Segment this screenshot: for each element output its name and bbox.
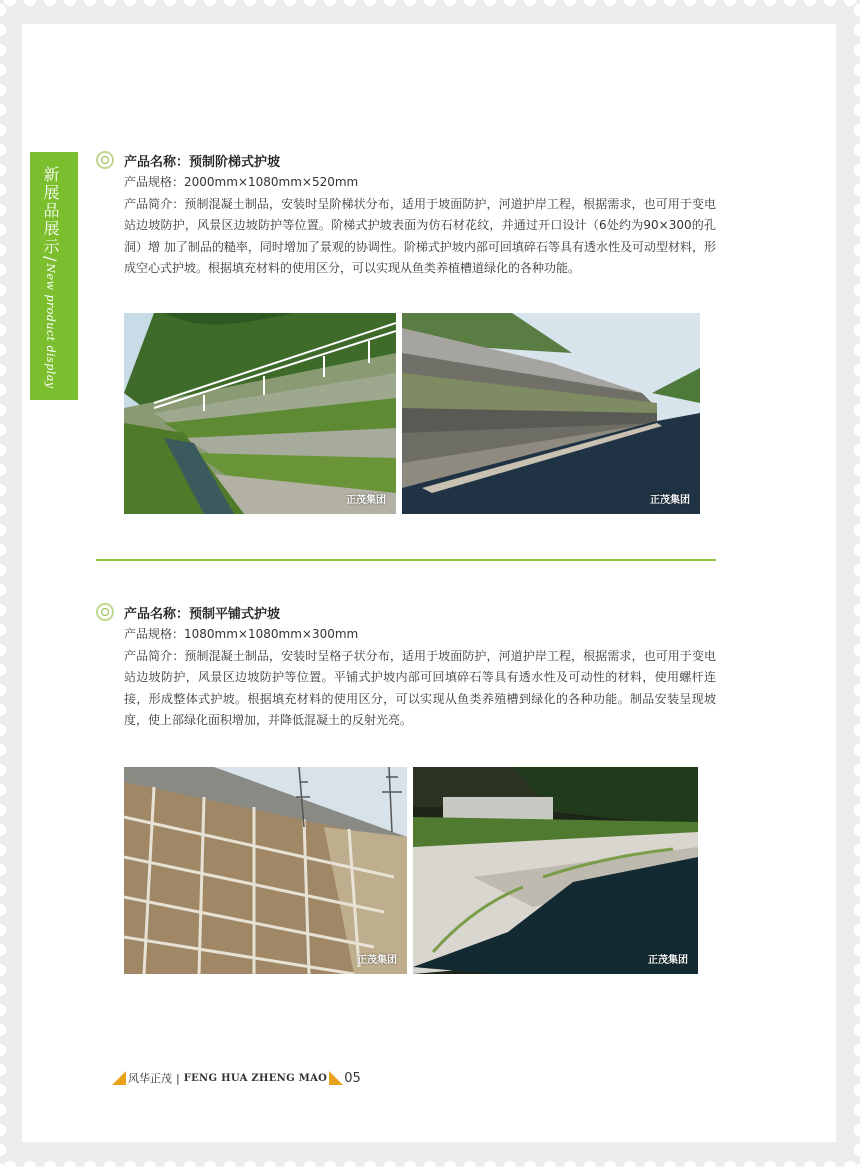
side-tab-sep: /: [41, 256, 60, 264]
product-title: 产品名称：预制阶梯式护坡: [124, 155, 281, 170]
product-photo-grid-slope: [124, 767, 407, 974]
product-section-1: [96, 150, 716, 280]
footer-brand-zh: 风华正茂: [128, 1072, 172, 1085]
product-section-2: [96, 602, 716, 732]
product-description: 产品简介：预制混凝土制品，安装时呈阶梯状分布，适用于坡面防护，河道护岸工程，根据需求，也可用于变电站边坡防护，风景区边坡防护等位置。阶梯式护坡表面为仿石材花纹，并通过开口设计（6处约为90×300的孔洞）增 加了制品的糙率，同时增加了景观的协调性。阶梯式护坡内部可回填碎石等具有透水性及可动型材料，形成空心式护坡。根据填充材料的使用区分，可以实现从鱼类养植槽道绿化的各种功能。: [124, 196, 716, 275]
circle-bullet-icon: [96, 603, 114, 621]
page-footer: [112, 1068, 361, 1088]
photo-watermark: 正茂集团: [648, 955, 688, 966]
product-photo-stepped-revetment: [402, 313, 700, 514]
side-tab-zh: 新展品展示: [41, 166, 60, 256]
circle-bullet-icon: [96, 151, 114, 169]
product-description: 产品简介：预制混凝土制品，安装时呈格子状分布，适用于坡面防护，河道护岸工程，根据需求，也可用于变电站边坡防护，风景区边坡防护等位置。平铺式护坡内部可回填碎石等具有透水性及可动性的材料，使用螺杆连接，形成整体式护坡。根据填充材料的使用区分，可以实现从鱼类养殖槽到绿化的各种功能。制品安装呈现坡度，使上部绿化面积增加，并降低混凝土的反射光亮。: [124, 648, 716, 727]
frame-edge-right: [844, 0, 860, 1167]
triangle-left-icon: [112, 1071, 126, 1085]
triangle-right-icon: [329, 1071, 343, 1085]
frame-edge-left: [0, 0, 16, 1167]
page-number: 05: [344, 1070, 361, 1086]
side-tab-en: New product display: [44, 263, 57, 389]
frame-edge-top: [0, 0, 860, 16]
photo-watermark: 正茂集团: [346, 495, 386, 506]
section-side-tab: [30, 152, 78, 400]
product-spec: 产品规格：1080mm×1080mm×300mm: [124, 627, 359, 641]
frame-edge-bottom: [0, 1151, 860, 1167]
footer-brand-en: FENG HUA ZHENG MAO: [183, 1072, 328, 1084]
product-title-row: [96, 150, 716, 172]
photo-watermark: 正茂集团: [357, 955, 397, 966]
product-photo-stepped-slope: [124, 313, 396, 514]
product-photo-grid-revetment: [413, 767, 698, 974]
footer-separator: |: [176, 1071, 180, 1085]
product-spec: 产品规格：2000mm×1080mm×520mm: [124, 175, 359, 189]
product-title-row: [96, 602, 716, 624]
product-title: 产品名称：预制平铺式护坡: [124, 607, 281, 622]
section-divider: [96, 559, 716, 561]
side-tab-label: [39, 166, 62, 389]
photo-watermark: 正茂集团: [650, 495, 690, 506]
